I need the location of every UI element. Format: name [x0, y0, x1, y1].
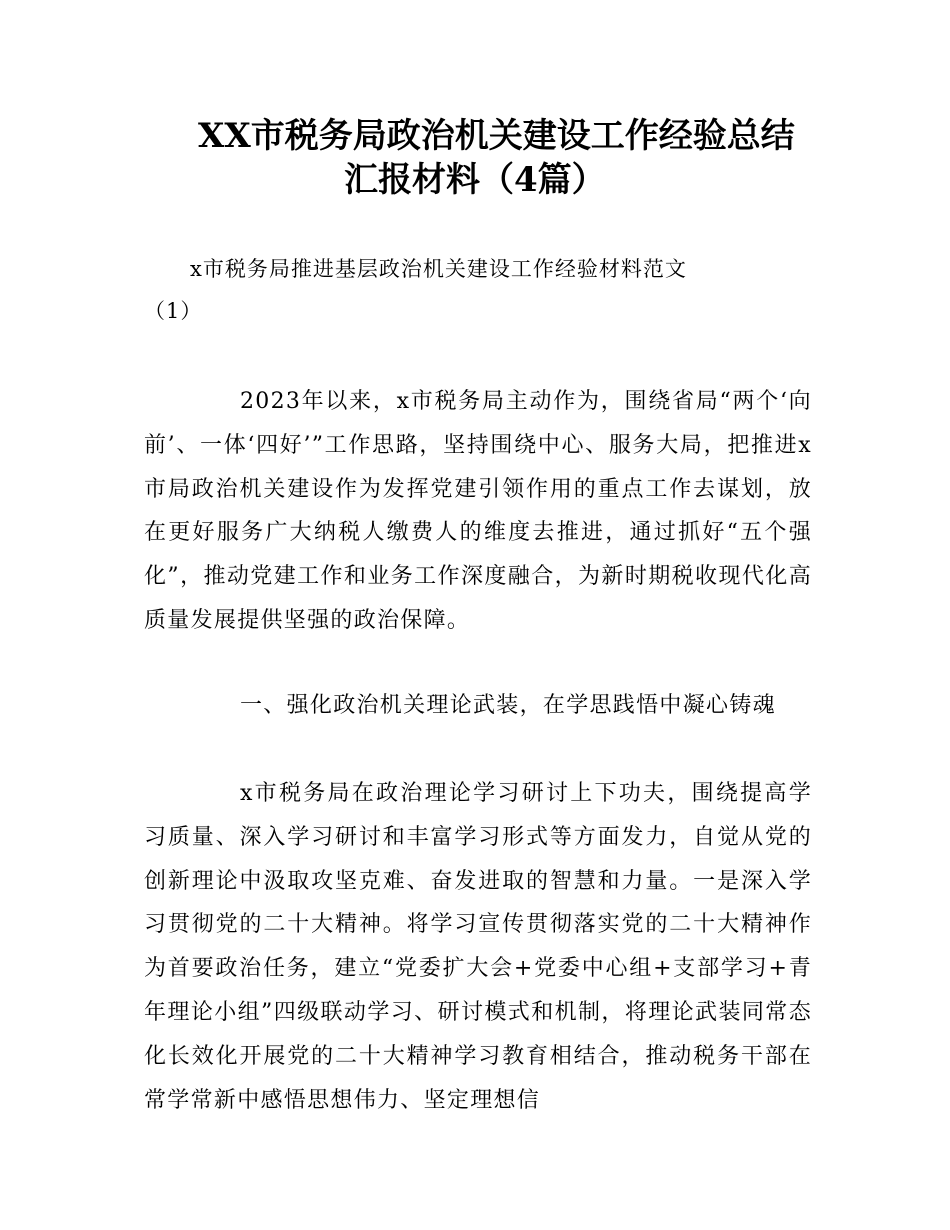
- article-subtitle-line-1: x市税务局推进基层政治机关建设工作经验材料范文: [190, 257, 687, 281]
- body-paragraph: x市税务局在政治理论学习研讨上下功夫，围绕提高学习质量、深入学习研讨和丰富学习形式等方面发力，自觉从党的创新理论中汲取攻坚克难、奋发进取的智慧和力量。一是深入学习贯彻党的二十大精神。将学习宣传贯彻落实党的二十大精神作为首要政治任务，建立“党委扩大会+党委中心组+支部学习+青年理论小组”四级联动学习、研讨模式和机制，将理论武装同常态化长效化开展党的二十大精神学习教育相结合，推动税务干部在常学常新中感悟思想伟力、坚定理想信: [144, 781, 812, 1113]
- document-title-line-1: XX市税务局政治机关建设工作经验总结: [198, 116, 795, 156]
- document-title-line-2: 汇报材料（4篇）: [344, 160, 606, 200]
- section-heading: 一、强化政治机关理论武装，在学思践悟中凝心铸魂: [240, 693, 776, 718]
- article-subtitle-line-2: （1）: [144, 299, 203, 323]
- intro-paragraph: 2023年以来，x市税务局主动作为，围绕省局“两个‘向前’、一体‘四好’”工作思路，坚持围绕中心、服务大局，把推进x市局政治机关建设作为发挥党建引领作用的重点工作去谋划，放在更好服务广大纳税人缴费人的维度去推进，通过抓好“五个强化”，推动党建工作和业务工作深度融合，为新时期税收现代化高质量发展提供坚强的政治保障。: [144, 389, 812, 633]
